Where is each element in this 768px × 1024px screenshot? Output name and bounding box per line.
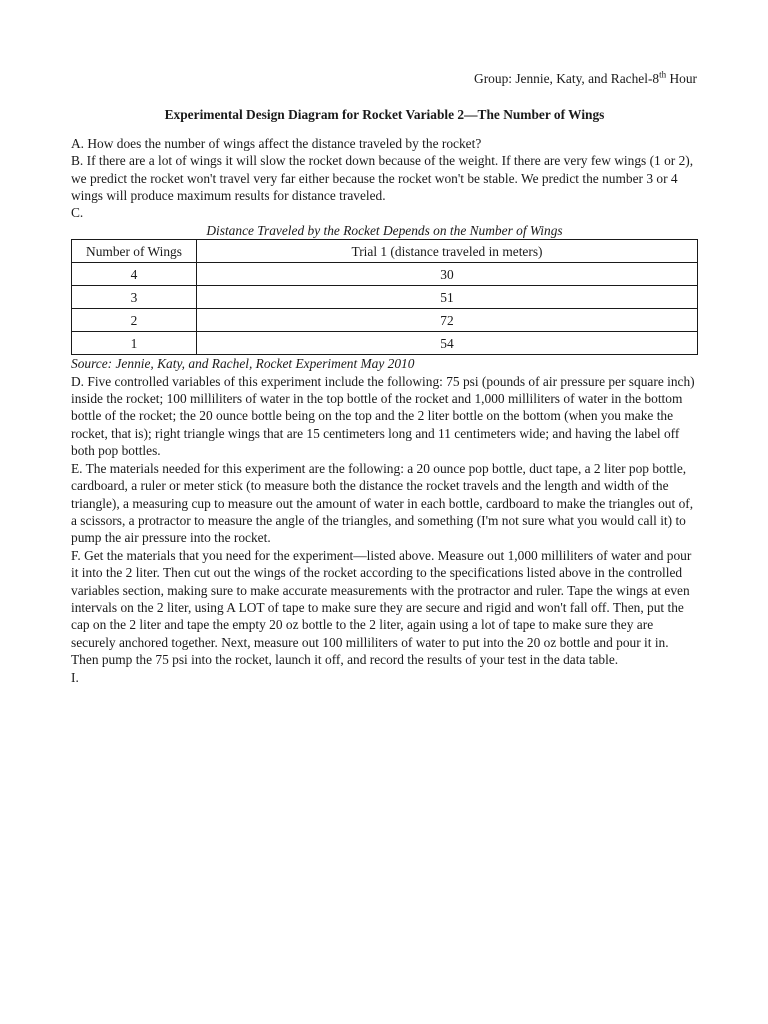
table-caption: Distance Traveled by the Rocket Depends on the Number of Wings	[206, 222, 563, 238]
group-ordinal-suffix: th	[659, 69, 667, 80]
cell-distance: 54	[197, 332, 698, 355]
section-a-question: A. How does the number of wings affect the distance traveled by the rocket?	[71, 135, 482, 151]
data-table	[71, 239, 698, 355]
table-row	[72, 332, 698, 355]
group-hour: Hour	[666, 71, 697, 86]
cell-wings: 4	[72, 263, 197, 286]
cell-wings: 2	[72, 309, 197, 332]
cell-distance: 30	[197, 263, 698, 286]
section-c-label: C.	[71, 205, 84, 221]
header-number-of-wings: Number of Wings	[72, 240, 197, 263]
document-title: Experimental Design Diagram for Rocket Variable 2—The Number of Wings	[164, 107, 605, 123]
table-header-row	[72, 240, 698, 263]
section-e-materials: E. The materials needed for this experiment are the following: a 20 ounce pop bottle, duct tape, a 2 liter pop bottle, cardboard, a ruler or meter stick (to measure both the distance the rocket travels and the length and width of the triangle), a measuring cup to measure out the amount of water in each bottle, cardboard to make the triangles out of, a scissors, a protractor to measure the angle of the triangles, and something (I'm not sure what you would call it) to pump the air pressure into the rocket.	[71, 460, 694, 546]
section-b-hypothesis: B. If there are a lot of wings it will slow the rocket down because of the weight. If there are very few wings (1 or 2), we predict the rocket won't travel very far either because the rocket won't be stable. We predict the number 3 or 4 wings will produce maximum results for distance traveled.	[71, 153, 694, 204]
cell-distance: 51	[197, 286, 698, 309]
table-source: Source: Jennie, Katy, and Rachel, Rocket Experiment May 2010	[71, 356, 415, 372]
table-row	[72, 263, 698, 286]
section-f-procedure: F. Get the materials that you need for the experiment—listed above. Measure out 1,000 milliliters of water and pour it into the 2 liter. Then cut out the wings of the rocket according to the specifications listed above in the controlled variables section, making sure to make accurate measurements with the protractor and ruler. Tape the wings at even intervals on the 2 liter, using A LOT of tape to make sure they are secure and rigid and won't fall off. Then, put the cap on the 2 liter and tape the empty 20 oz bottle to the 2 liter, again using a lot of tape to make sure they are securely anchored together. Next, measure out 100 milliliters of water to put into the 20 oz bottle and pour it in. Then pump the 75 psi into the rocket, launch it off, and record the results of your test in the data table.	[71, 547, 692, 668]
table-row	[72, 286, 698, 309]
cell-wings: 3	[72, 286, 197, 309]
cell-distance: 72	[197, 309, 698, 332]
cell-wings: 1	[72, 332, 197, 355]
group-header	[71, 70, 697, 87]
table-row	[72, 309, 698, 332]
section-d-controlled-variables: D. Five controlled variables of this experiment include the following: 75 psi (pounds of air pressure per square inch) inside the rocket; 100 milliliters of water in the top bottle of the rocket and 1,000 milliliters of water in the bottom bottle of the rocket; the 20 ounce bottle being on the top and the 2 liter bottle on the bottom (when you make the rocket, that is); right triangle wings that are 15 centimeters long and 11 centimeters wide; and having the label off both pop bottles.	[71, 373, 695, 459]
section-i-label: I.	[71, 669, 79, 685]
group-names: Group: Jennie, Katy, and Rachel-8	[474, 71, 660, 86]
header-trial-1: Trial 1 (distance traveled in meters)	[197, 240, 698, 263]
